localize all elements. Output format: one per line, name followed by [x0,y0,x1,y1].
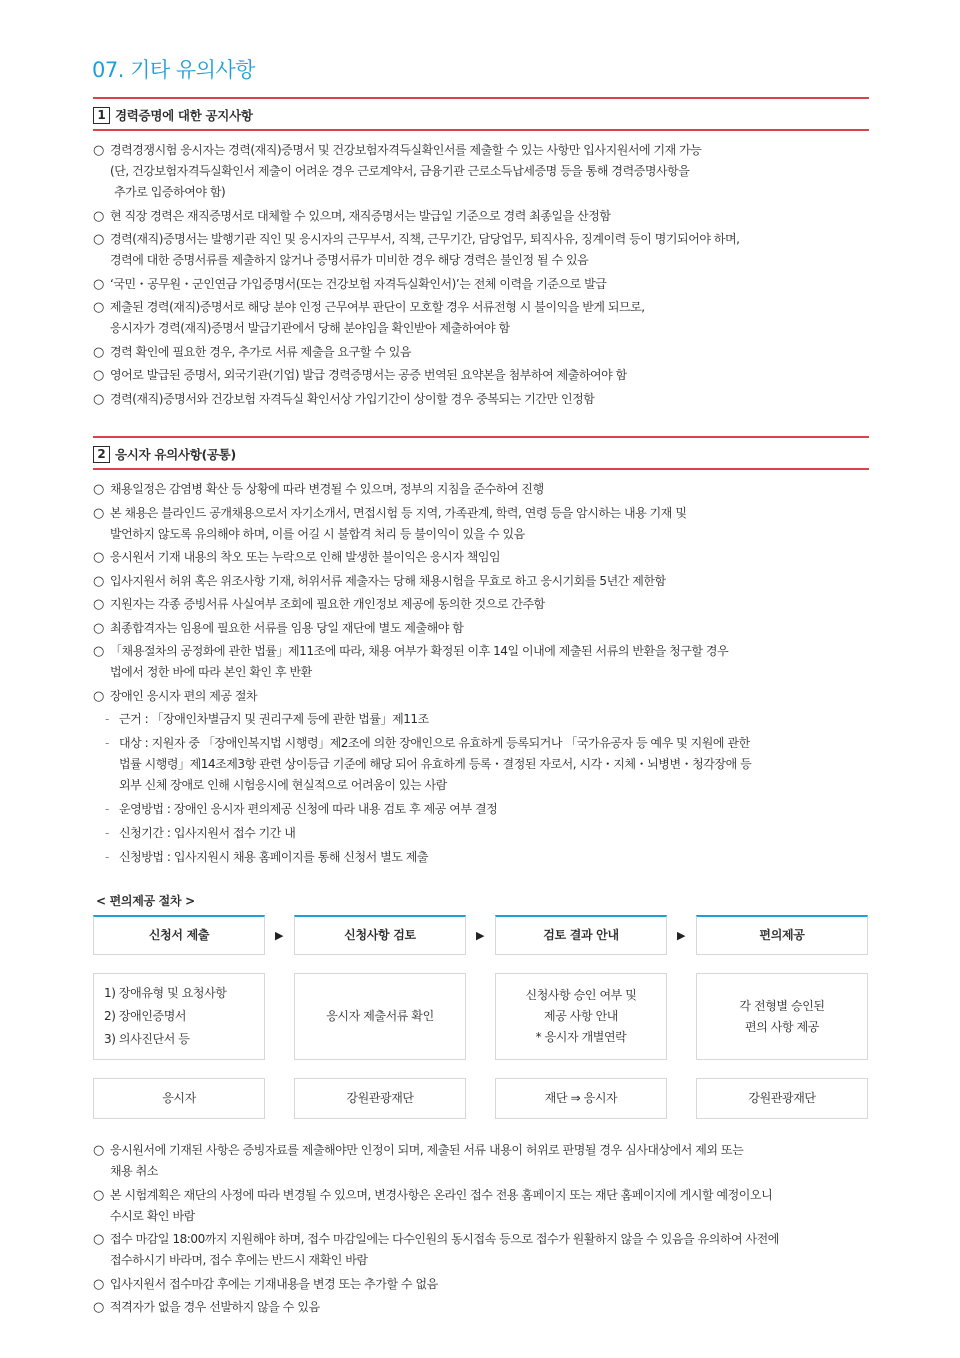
list-item [93,594,878,615]
sub-list-item [93,709,878,730]
text-line: 외부 신체 장애로 인해 시험응시에 현실적으로 어려움이 있는 사람 [119,778,447,792]
text-line: 응시자가 경력(재직)증명서 발급기관에서 당해 분야임을 확인받아 제출하여야 함 [110,321,510,335]
sub-list-item [93,733,878,796]
text-line: (단, 건강보험자격득실확인서 제출이 어려운 경우 근로계약서, 금융기관 근로소득납세증명 등을 통해 경력증명사항을 [110,164,690,178]
text-line: 응시원서 기재 내용의 착오 또는 누락으로 인해 발생한 불이익은 응시자 책임임 [110,550,501,564]
circle-bullet-icon: ○ [93,620,104,636]
text-line: 법에서 정한 바에 따라 본인 확인 후 반환 [110,665,312,679]
sub-list-item [93,823,878,844]
procedure-actor: 강원관광재단 [696,1078,868,1119]
bottom-notes-list [93,1140,878,1321]
section-1-title: 경력증명에 대한 공지사항 [115,108,253,123]
procedure-detail-text [526,985,637,1048]
sub-list-item-text [119,709,429,730]
circle-bullet-icon: ○ [93,597,104,612]
text-line: 신청기간 : 입사지원서 접수 기간 내 [119,826,296,840]
procedure-detail-text [739,996,824,1038]
list-item-text [110,571,878,592]
list-item [93,342,878,363]
text-line: 경력 확인에 필요한 경우, 추가로 서류 제출을 요구할 수 있음 [110,344,412,359]
text-line: 경력(재직)증명서와 건강보험 자격득실 확인서상 가입기간이 상이할 경우 중복되는 기간만 인정함 [110,391,595,406]
text-line: 경력(재직)증명서는 발행기관 직인 및 응시자의 근무부서, 직책, 근무기간, 담당업무, 퇴직사유, 징계이력 등이 명기되어야 하며, [110,232,740,246]
text-line: 2) 장애인증명서 [104,1009,187,1023]
procedure-detail-text [326,1006,434,1027]
list-item [93,641,878,683]
list-item-text [110,547,878,568]
section-2-list [93,479,878,871]
text-line: 본 시험계획은 재단의 사정에 따라 변경될 수 있으며, 변경사항은 온라인 접수 전용 홈페이지 또는 재단 홈페이지에 게시할 예정이오니 [110,1187,773,1202]
dash-bullet-icon: - [105,736,109,750]
procedure-detail-text [104,982,227,1051]
list-item [93,618,878,639]
circle-bullet-icon: ○ [93,550,104,565]
text-line: 응시원서에 기재된 사항은 증빙자료를 제출해야만 인정이 되며, 제출된 서류 내용이 허위로 판명될 경우 심사대상에서 제외 또는 [110,1143,744,1157]
list-item-text [110,641,878,683]
text-line: * 응시자 개별연락 [535,1030,627,1044]
sub-list-item-text [119,847,428,868]
procedure-actor: 강원관광재단 [294,1078,466,1119]
section-2-title: 응시자 유의사항(공통) [115,447,236,462]
text-line: 추가로 입증하여야 함) [114,185,226,199]
text-line: 응시자 제출서류 확인 [326,1009,434,1023]
circle-bullet-icon: ○ [93,300,104,315]
text-line: 제출된 경력(재직)증명서로 해당 분야 인정 근무여부 판단이 모호할 경우 서류전형 시 불이익을 받게 되므로, [110,300,645,314]
list-item-text [110,479,878,500]
text-line: 입사지원서 접수마감 후에는 기재내용을 변경 또는 추가할 수 없음 [110,1276,438,1291]
circle-bullet-icon: ○ [93,276,104,292]
text-line: 지원자는 각종 증빙서류 사실여부 조회에 필요한 개인정보 제공에 동의한 것으로 간주함 [110,597,545,611]
list-item [93,479,878,500]
text-line: 수시로 확인 바람 [110,1208,195,1223]
sub-list-item-text [119,823,295,844]
text-line: 신청방법 : 입사지원시 채용 홈페이지를 통해 신청서 별도 제출 [119,850,429,864]
section-1-list [93,140,878,412]
list-item-text [110,206,878,227]
list-item-text [110,618,878,639]
text-line: 발언하지 않도록 유의해야 하며, 이를 어길 시 불합격 처리 등 불이익이 있을 수 있음 [110,526,525,541]
circle-bullet-icon: ○ [93,391,104,407]
procedure-step: 신청사항 검토 [294,915,466,955]
text-line: 각 전형별 승인된 [739,998,825,1013]
procedure-step: 신청서 제출 [93,915,265,955]
dash-bullet-icon: - [105,850,109,864]
arrow-right-icon: ▶ [275,929,284,942]
circle-bullet-icon: ○ [93,368,104,383]
sub-list-item [93,799,878,820]
text-line: 채용일정은 감염병 확산 등 상황에 따라 변경될 수 있으며, 정부의 지침을 준수하여 진행 [110,482,544,496]
list-item [93,686,878,707]
arrow-right-icon: ▶ [476,929,485,942]
text-line: 신청사항 승인 여부 및 [525,988,637,1002]
list-item [93,274,878,295]
text-line: 경력에 대한 증명서류를 제출하지 않거나 증명서류가 미비한 경우 해당 경력은 불인정 될 수 있음 [110,253,589,267]
list-item-text [110,1185,878,1227]
circle-bullet-icon: ○ [93,143,104,158]
list-item-text [110,594,878,615]
circle-bullet-icon: ○ [93,1300,104,1315]
list-item [93,1297,878,1318]
text-line: 근거 : 「장애인차별금지 및 권리구제 등에 관한 법률」제11조 [119,712,429,726]
procedure-step: 검토 결과 안내 [495,915,667,955]
circle-bullet-icon: ○ [93,688,104,704]
procedure-actor: 응시자 [93,1078,265,1119]
list-item-text [110,1297,878,1318]
section-1-number: 1 [93,107,110,124]
circle-bullet-icon: ○ [93,1187,104,1203]
list-item-text [110,503,878,545]
list-item [93,297,878,339]
procedure-actor: 재단 ⇒ 응시자 [495,1078,667,1119]
text-line: 최종합격자는 임용에 필요한 서류를 임용 당일 재단에 별도 제출해야 함 [110,620,464,635]
text-line: ‘국민・공무원・군인연금 가입증명서(또는 건강보험 자격득실확인서)’는 전체 이력을 기준으로 발급 [110,276,607,291]
text-line: 편의 사항 제공 [745,1019,819,1034]
text-line: 채용 취소 [110,1164,158,1178]
circle-bullet-icon: ○ [93,482,104,497]
circle-bullet-icon: ○ [93,644,104,659]
text-line: 입사지원서 허위 혹은 위조사항 기재, 허위서류 제출자는 당해 채용시험을 무효로 하고 응시기회를 5년간 제한함 [110,573,666,588]
list-item [93,1274,878,1295]
procedure-step: 편의제공 [696,915,868,955]
text-line: 접수하시기 바라며, 접수 후에는 반드시 재확인 바람 [110,1253,368,1267]
list-item [93,547,878,568]
list-item-text [110,140,878,203]
dash-bullet-icon: - [105,712,109,726]
circle-bullet-icon: ○ [93,505,104,521]
circle-bullet-icon: ○ [93,208,104,224]
text-line: 영어로 발급된 증명서, 외국기관(기업) 발급 경력증명서는 공증 번역된 요약본을 첨부하여 제출하여야 함 [110,368,627,382]
list-item [93,1229,878,1271]
list-item-text [110,342,878,363]
circle-bullet-icon: ○ [93,344,104,360]
page-title: 07. 기타 유의사항 [92,58,255,82]
text-line: 적격자가 없을 경우 선발하지 않을 수 있음 [110,1300,320,1314]
list-item-text [110,1229,878,1271]
list-item [93,1140,878,1182]
list-item [93,1185,878,1227]
sub-list-item-text [119,733,751,796]
procedure-detail [93,973,265,1060]
list-item [93,503,878,545]
section-1-header [93,97,869,131]
text-line: 운영방법 : 장애인 응시자 편의제공 신청에 따라 내용 검토 후 제공 여부 결정 [119,802,498,816]
procedure-label: < 편의제공 절차 > [96,894,195,908]
list-item [93,389,878,410]
list-item-text [110,1274,878,1295]
list-item-text [110,297,878,339]
text-line: 3) 의사진단서 등 [104,1032,190,1046]
sub-list-item-text [119,799,497,820]
list-item-text [110,686,878,707]
text-line: 법률 시행령」제14조제3항 관련 상이등급 기준에 해당 되어 유효하게 등록・결정된 자로서, 시각・지체・뇌병변・청각장애 등 [119,757,752,771]
text-line: 「채용절차의 공정화에 관한 법률」제11조에 따라, 채용 여부가 확정된 이후 14일 이내에 제출된 서류의 반환을 청구할 경우 [110,644,729,658]
arrow-right-icon: ▶ [677,929,686,942]
list-item [93,571,878,592]
section-2-header [93,436,869,470]
procedure-detail [294,973,466,1060]
list-item-text [110,229,878,271]
list-item [93,140,878,203]
list-item-text [110,274,878,295]
procedure-detail [495,973,667,1060]
procedure-detail [696,973,868,1060]
text-line: 접수 마감일 18:00까지 지원해야 하며, 접수 마감일에는 다수인원의 동시접속 등으로 접수가 원활하지 않을 수 있음을 유의하여 사전에 [110,1232,779,1246]
list-item-text [110,389,878,410]
circle-bullet-icon: ○ [93,232,104,247]
circle-bullet-icon: ○ [93,1276,104,1292]
text-line: 대상 : 지원자 중 「장애인복지법 시행령」제2조에 의한 장애인으로 유효하게 등록되거나 「국가유공자 등 예우 및 지원에 관한 [119,736,750,750]
text-line: 1) 장애유형 및 요청사항 [104,986,227,1000]
section-2-number: 2 [93,446,110,463]
circle-bullet-icon: ○ [93,1232,104,1247]
text-line: 제공 사항 안내 [544,1009,618,1023]
dash-bullet-icon: - [105,802,109,816]
text-line: 본 채용은 블라인드 공개채용으로서 자기소개서, 면접시험 등 지역, 가족관계, 학력, 연령 등을 암시하는 내용 기재 및 [110,505,687,520]
list-item [93,229,878,271]
circle-bullet-icon: ○ [93,573,104,589]
list-item [93,206,878,227]
dash-bullet-icon: - [105,826,109,840]
text-line: 장애인 응시자 편의 제공 절차 [110,688,258,703]
text-line: 현 직장 경력은 재직증명서로 대체할 수 있으며, 재직증명서는 발급일 기준으로 경력 최종일을 산정함 [110,208,611,223]
circle-bullet-icon: ○ [93,1143,104,1158]
list-item [93,365,878,386]
sub-list-item [93,847,878,868]
text-line: 경력경쟁시험 응시자는 경력(재직)증명서 및 건강보험자격득실확인서를 제출할 수 있는 사항만 입사지원서에 기재 가능 [110,143,702,157]
list-item-text [110,1140,878,1182]
list-item-text [110,365,878,386]
